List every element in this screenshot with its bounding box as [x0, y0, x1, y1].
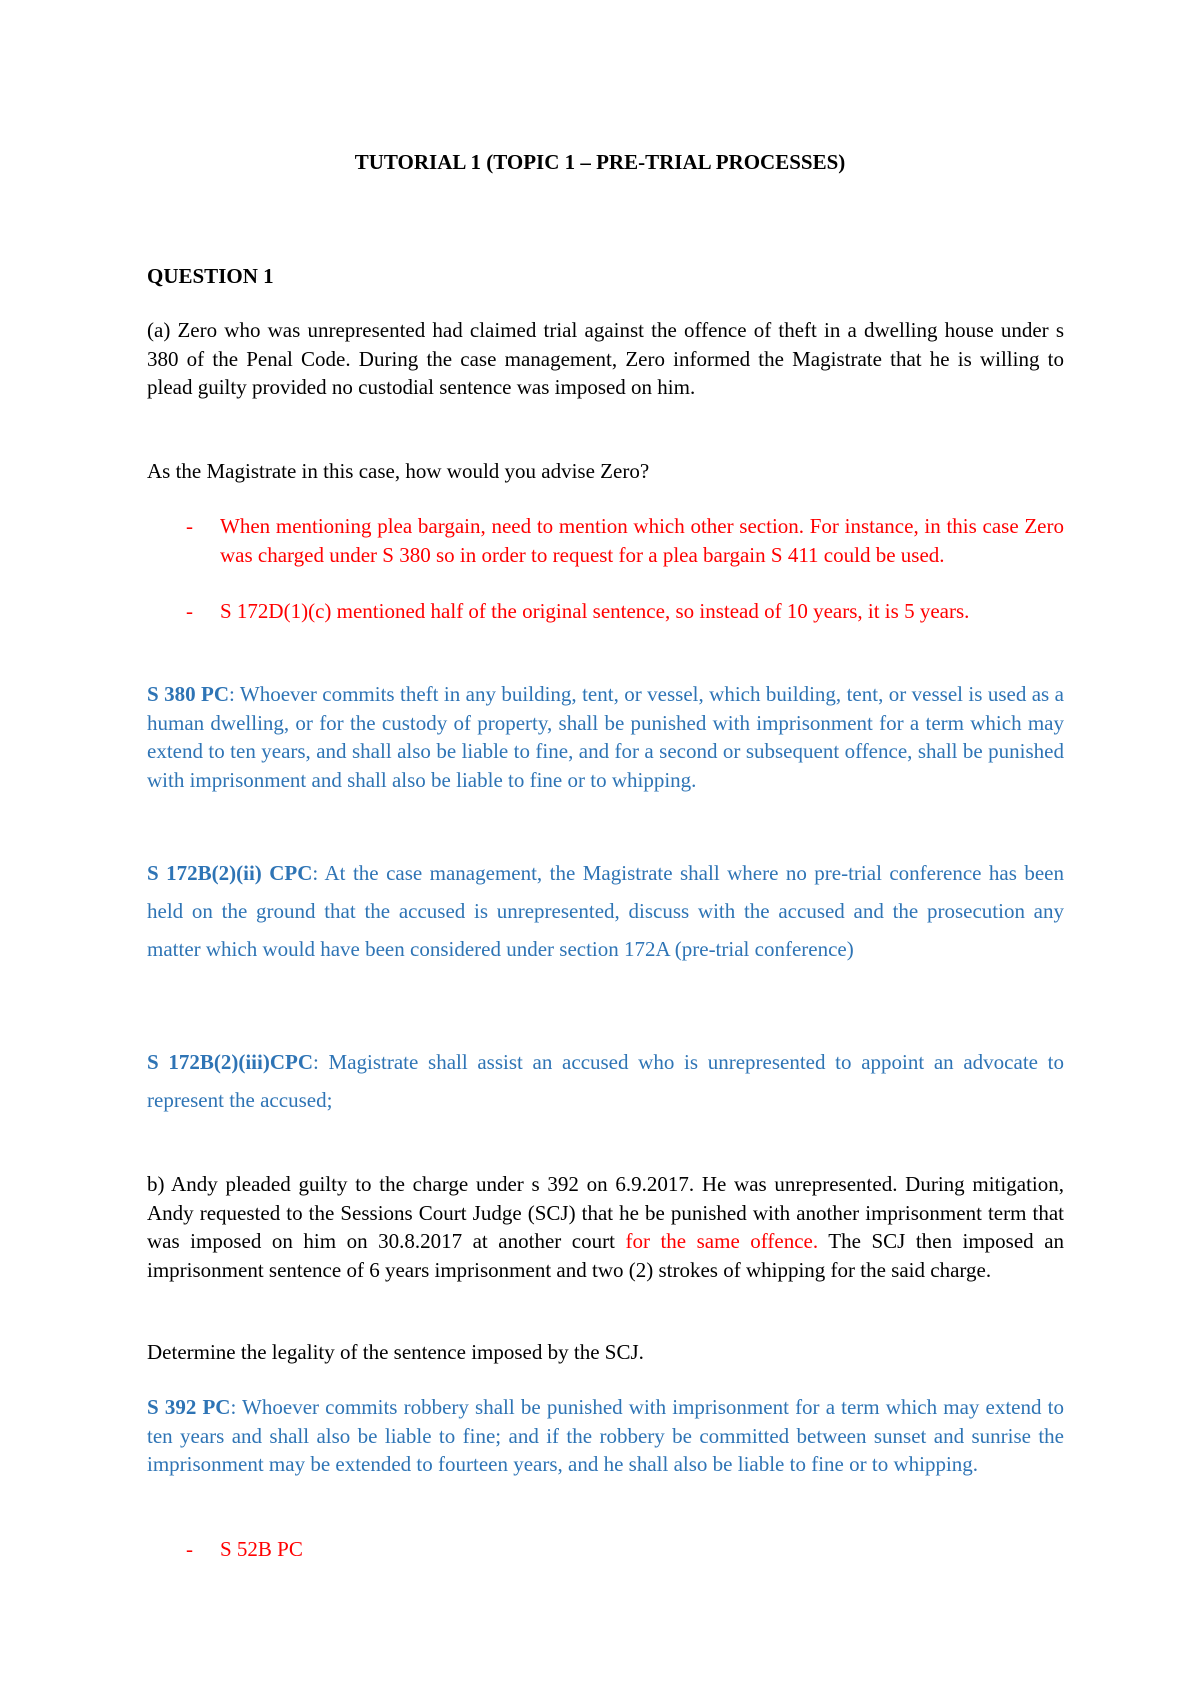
question-1b-prompt: Determine the legality of the sentence imposed by the SCJ.: [147, 1340, 644, 1364]
question-1b-text: [147, 1170, 1064, 1284]
statute-s380: [147, 680, 1064, 794]
statute-text: : Whoever commits theft in any building, tent, or vessel, which building, tent, or vessel is used as a human dwelling, or for the custody of property, shall be punished with imprisonment for a term which may extend to ten years, and shall also be liable to fine, and for a second or subsequent offence, shall be punished with imprisonment and shall also be liable to fine or to whipping.: [147, 682, 1064, 792]
statute-s392: [147, 1393, 1064, 1479]
note-text: S 52B PC: [220, 1537, 303, 1561]
bullet-dash: -: [186, 599, 193, 623]
statute-s172b-iii: [147, 1043, 1064, 1119]
statute-label: S 392 PC: [147, 1395, 231, 1419]
bullet-dash: -: [186, 1537, 193, 1561]
bullet-dash: -: [186, 514, 193, 538]
statute-label: S 172B(2)(iii)CPC: [147, 1050, 314, 1074]
question-heading: QUESTION 1: [147, 264, 274, 288]
statute-label: S 380 PC: [147, 682, 230, 706]
question-1a-text: (a) Zero who was unrepresented had claimed trial against the offence of theft in a dwelling house under s 380 of the Penal Code. During the case management, Zero informed the Magistrate that he is willing to plead guilty provided no custodial sentence was imposed on him.: [147, 318, 1064, 399]
statute-text: : Whoever commits robbery shall be punished with imprisonment for a term which may extend to ten years and shall also be liable to fine; and if the robbery be committed between sunset and sunrise the imprisonment may be extended to fourteen years, and he shall also be liable to fine or to whipping.: [147, 1395, 1064, 1476]
question-1b-text-start: b) Andy pleaded guilty to the charge under s 392 on 6.9.2017. He was unrepresented. During mitigation, Andy requested to the Sessions Court Judge (SCJ) that he be punished with another imprisonment term that was imposed on him on 30.8.2017 at another court: [147, 1172, 1064, 1253]
page-title: TUTORIAL 1 (TOPIC 1 – PRE-TRIAL PROCESSES): [354, 150, 846, 174]
note-text: S 172D(1)(c) mentioned half of the original sentence, so instead of 10 years, it is 5 years.: [220, 599, 970, 623]
note-text: When mentioning plea bargain, need to mention which other section. For instance, in this case Zero was charged under S 380 so in order to request for a plea bargain S 411 could be used.: [220, 514, 1064, 567]
statute-text: : Magistrate shall assist an accused who is unrepresented to appoint an advocate to represent the accused;: [147, 1050, 1064, 1112]
question-1b-highlight: for the same offence.: [625, 1229, 819, 1253]
statute-text: : At the case management, the Magistrate shall where no pre-trial conference has been held on the ground that the accused is unrepresented, discuss with the accused and the prosecution any matter which would have been considered under section 172A (pre-trial conference): [147, 861, 1064, 961]
question-1a-prompt: As the Magistrate in this case, how would you advise Zero?: [147, 459, 650, 483]
statute-s172b-ii: [147, 854, 1064, 968]
question-1b-text-end: The SCJ then imposed an imprisonment sentence of 6 years imprisonment and two (2) strokes of whipping for the said charge.: [147, 1229, 1065, 1282]
statute-label: S 172B(2)(ii) CPC: [147, 861, 313, 885]
